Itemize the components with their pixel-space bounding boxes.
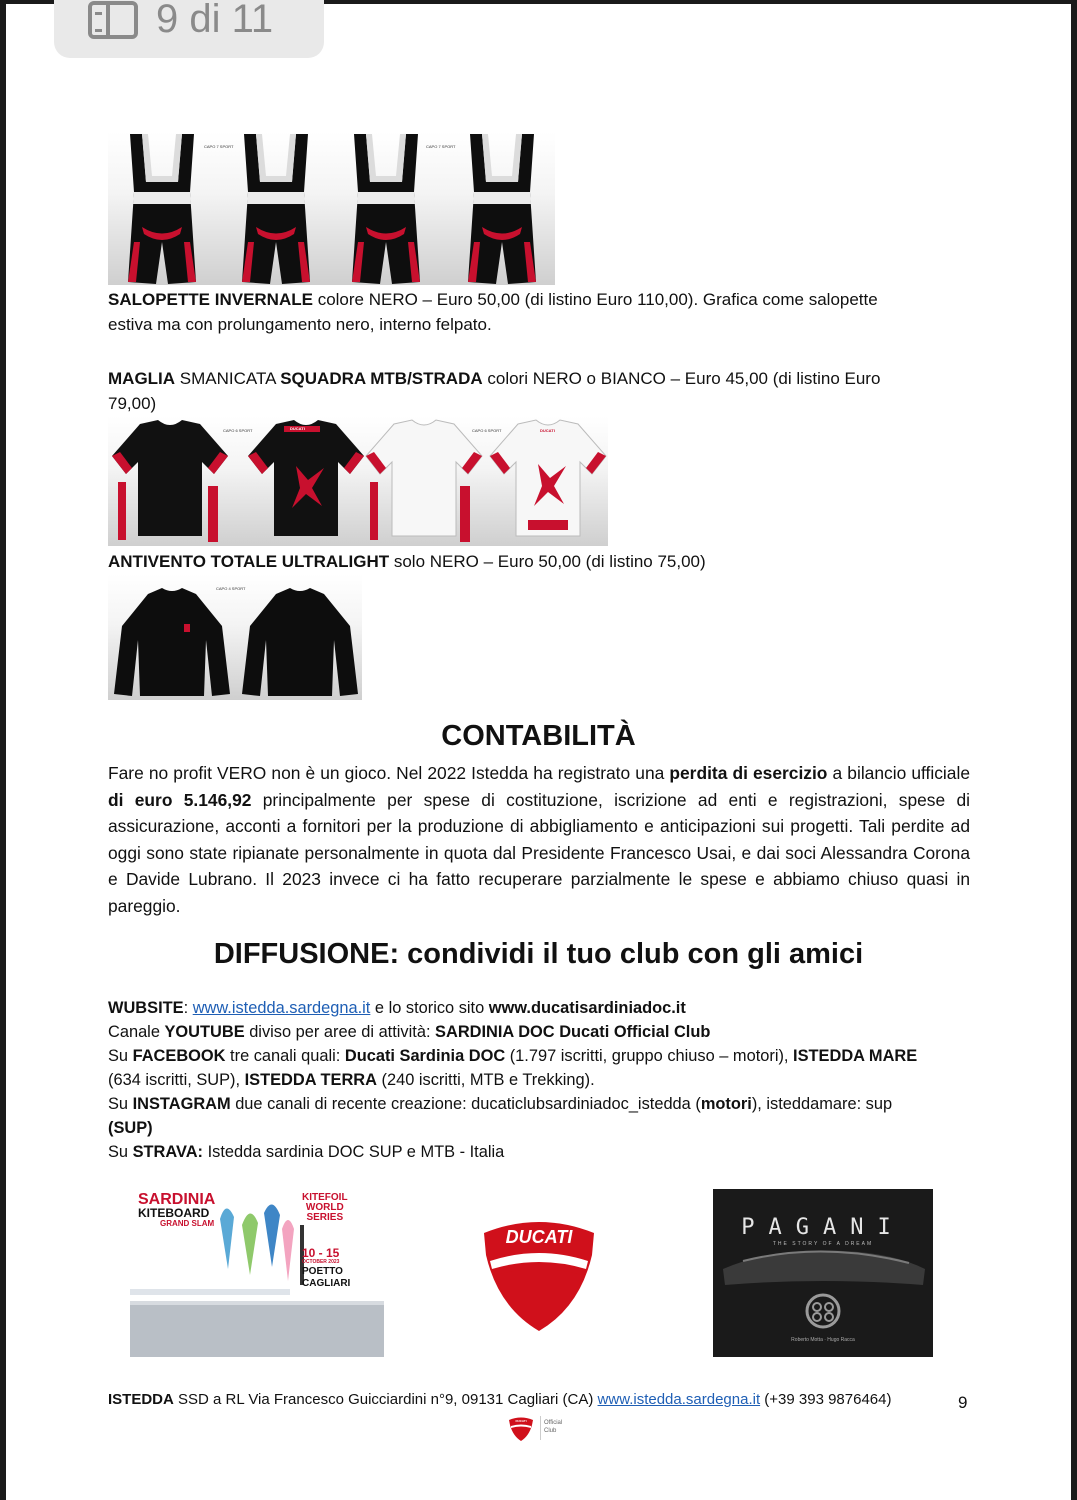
book-icon (88, 1, 138, 39)
antivento-image (108, 574, 362, 700)
kite-title: SARDINIA (138, 1191, 216, 1208)
brand-tag: DUCATI (290, 426, 305, 431)
product-name: SALOPETTE INVERNALE (108, 290, 313, 309)
ducati-logo (480, 1215, 598, 1333)
brand-tag: DUCATI (540, 428, 555, 433)
website-line: WUBSITE: www.istedda.sardegna.it e lo storico sito www.ducatisardiniadoc.it (108, 999, 686, 1017)
brand-tag: CAPO 4 SPORT (216, 586, 246, 591)
contabilita-paragraph: Fare no profit VERO non è un gioco. Nel 2022 Istedda ha registrato una perdita di esercizio a bilancio ufficiale di euro 5.146,92 principalmente per spese di costituzione, iscrizione ad enti e registrazioni, spese di assicurazione, acconti a fornitori per la produzione di abbigliamento e anticipazioni sui progetti. Tali perdite ad oggi sono state ripianate personalmente in quota dal Presidente Francesco Usai, e dai soci Alessandra Corona e Davide Lubrano. Il 2023 invece ci ha fatto recuperare parzialmente le spese e abbiamo chiuso quasi in pareggio. (108, 763, 971, 916)
salopette-image (108, 132, 555, 285)
strava-line: Su STRAVA: Istedda sardinia DOC SUP e MTB - Italia (108, 1143, 505, 1161)
diffusione-list (108, 996, 970, 1164)
ducati-wordmark: DUCATI (505, 1227, 573, 1247)
maglia-description: MAGLIA SMANICATA SQUADRA MTB/STRADA colori NERO o BIANCO – Euro 45,00 (di listino Euro 79,00) (108, 369, 881, 413)
pagani-title: PAGANI (741, 1215, 905, 1240)
kite-series: KITEFOIL WORLD SERIES (302, 1192, 348, 1223)
salopette-description: SALOPETTE INVERNALE colore NERO – Euro 50,00 (di listino Euro 110,00). Grafica come salopette estiva ma con prolungamento nero, interno felpato. (108, 290, 878, 334)
antivento-description: ANTIVENTO TOTALE ULTRALIGHT solo NERO – Euro 50,00 (di listino 75,00) (108, 552, 706, 571)
jacket-illustration (108, 574, 362, 700)
kiteboard-poster: SARDINIA KITEBOARD GRAND SLAM KITEFOIL WORLD SERIES 10 - 15 OCTOBER 2023 POETTO CAGLIARI (130, 1189, 384, 1357)
page-indicator[interactable] (54, 0, 324, 58)
footer-club-badge: DUCATI Official Club (508, 1416, 578, 1442)
brand-tag: CAPO 6 SPORT (223, 428, 253, 433)
facebook-line: Su FACEBOOK tre canali quali: Ducati Sardinia DOC (1.797 iscritti, gruppo chiuso – motori), ISTEDDA MARE (634 iscritti, SUP), ISTEDDA TERRA (240 iscritti, MTB e Trekking). (108, 1047, 918, 1089)
website-link[interactable]: www.istedda.sardegna.it (192, 999, 371, 1017)
badge-divider (540, 1416, 541, 1440)
youtube-line: Canale YOUTUBE diviso per aree di attività: SARDINIA DOC Ducati Official Club (108, 1023, 711, 1041)
brand-tag: CAPO 6 SPORT (472, 428, 502, 433)
brand-tag: CAPO 7 SPORT (426, 144, 456, 149)
jersey-illustration (108, 416, 608, 546)
diffusione-heading: DIFFUSIONE: condividi il tuo club con gli amici (213, 938, 864, 970)
product-name: ANTIVENTO TOTALE ULTRALIGHT (108, 552, 390, 571)
page-number: 9 (958, 1393, 968, 1412)
pagani-authors: Roberto Motta · Hugo Racca (791, 1337, 855, 1343)
pagani-book-cover (713, 1189, 933, 1357)
footer-address: ISTEDDA SSD a RL Via Francesco Guicciardini n°9, 09131 Cagliari (CA) www.istedda.sardegna.it (+39 393 9876464) (108, 1391, 892, 1408)
footer-website-link[interactable]: www.istedda.sardegna.it (597, 1391, 761, 1408)
product-name: MAGLIA (108, 369, 176, 388)
brand-tag: CAPO 7 SPORT (204, 144, 234, 149)
maglia-image (108, 416, 608, 546)
instagram-line: Su INSTAGRAM due canali di recente creazione: ducaticlubsardiniadoc_istedda (motori), isteddamare: sup (SUP) (108, 1095, 893, 1137)
page-indicator-label: 9 di 11 (156, 0, 274, 41)
kite-dates: 10 - 15 OCTOBER 2023 POETTO CAGLIARI (302, 1246, 351, 1289)
pagani-subtitle: THE STORY OF A DREAM (772, 1241, 874, 1247)
contabilita-heading: CONTABILITÀ (441, 720, 636, 752)
bib-shorts-illustration (108, 132, 555, 285)
